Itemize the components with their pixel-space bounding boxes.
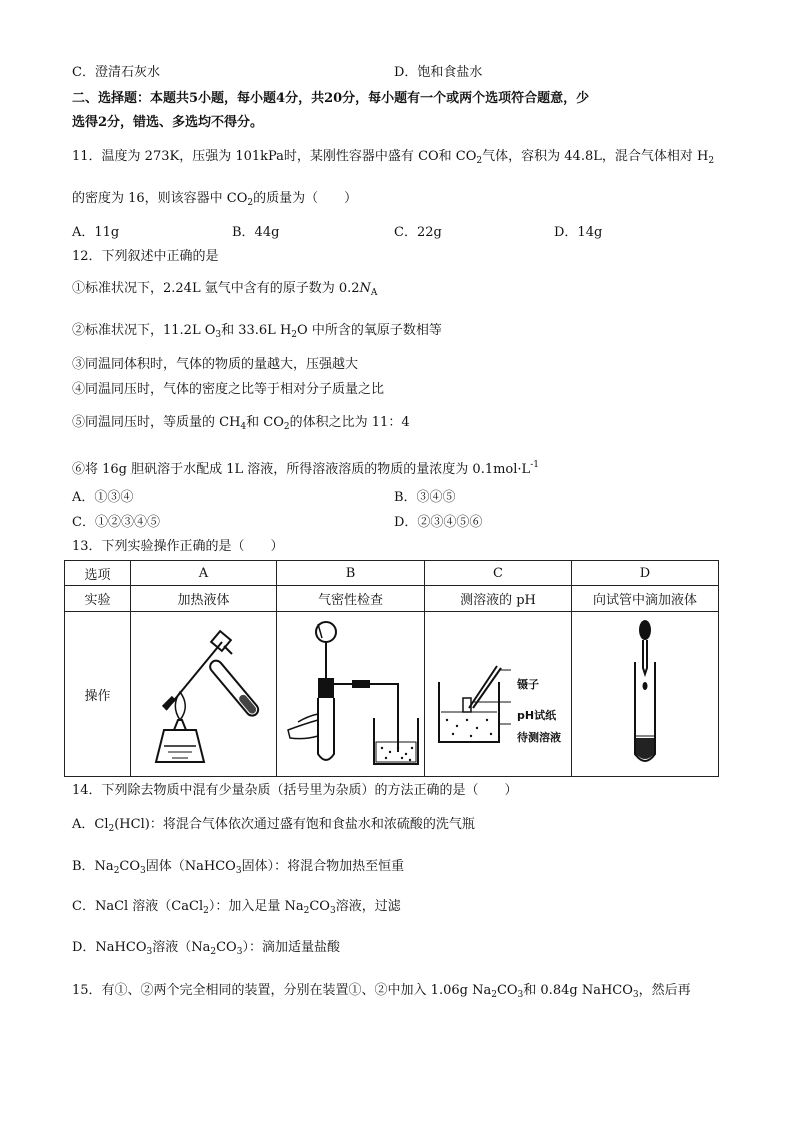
prev-option-d: D．饱和食盐水	[394, 65, 483, 80]
q13-stem: 13．下列实验操作正确的是（ ）	[72, 539, 284, 554]
q12-statement-6: ⑥将 16g 胆矾溶于水配成 1L 溶液，所得溶液溶质的物质的量浓度为 $0.1mol\cdot L^{-1}$	[72, 460, 539, 477]
prev-option-c: C．澄清石灰水	[72, 65, 160, 80]
tweezers-label: 镊子	[517, 678, 539, 691]
table-experiment-c: 测溶液的 pH	[425, 586, 572, 612]
table-experiment-label: 实验	[65, 586, 131, 612]
q12-statement-1: ①标准状况下，2.24L 氩气中含有的原子数为 $0.2N_A$	[72, 281, 378, 298]
table-option-c: C	[425, 561, 572, 586]
test-solution-label: 待测溶液	[517, 731, 561, 744]
section-heading-line2: 选得2分，错选、多选均不得分。	[72, 115, 264, 130]
table-operation-c	[425, 612, 572, 777]
table-option-b: B	[277, 561, 425, 586]
table-operation-d	[572, 612, 719, 777]
ph-paper-label: pH试纸	[517, 709, 557, 722]
q14-option-b: B．$Na_2CO_3$固体（NaHCO$_3$固体）：将混合物加热至恒重	[72, 859, 405, 876]
q11-option-b: B．44g	[232, 225, 280, 240]
q12-statement-3: ③同温同体积时，气体的物质的量越大，压强越大	[72, 357, 359, 372]
q12-statement-2: ②标准状况下，11.2L $O_3$和 33.6L $H_2O$ 中所含的氧原子数相等	[72, 323, 442, 340]
q11-option-c: C．22g	[394, 225, 442, 240]
table-operation-label: 操作	[65, 612, 131, 777]
q12-option-c: C．①②③④⑤	[72, 515, 160, 530]
q12-statement-4: ④同温同压时，气体的密度之比等于相对分子质量之比	[72, 382, 385, 397]
table-experiment-d: 向试管中滴加液体	[572, 586, 719, 612]
q11-stem-line2: 的密度为 16，则该容器中 $CO_2$的质量为（ ）	[72, 191, 358, 208]
q11-option-d: D．14g	[554, 225, 603, 240]
q14-option-d: D．NaHCO$_3$溶液$(Na_2CO_3)$：滴加适量盐酸	[72, 940, 340, 957]
section-heading-line1: 二、选择题：本题共5小题，每小题4分，共20分，每小题有一个或两个选项符合题意，少	[72, 91, 590, 106]
table-option-d: D	[572, 561, 719, 586]
heating-flask-illustration	[134, 612, 274, 772]
q15-stem: 15．有①、②两个完全相同的装置，分别在装置①、②中加入 1.06g $Na_2CO_3$和 0.84g NaHCO$_3$，然后再	[72, 983, 691, 1000]
q14-stem: 14．下列除去物质中混有少量杂质（括号里为杂质）的方法正确的是（ ）	[72, 783, 518, 798]
q11-option-a: A．11g	[72, 225, 120, 240]
airtightness-check-illustration	[278, 612, 424, 772]
table-header-label: 选项	[65, 561, 131, 586]
q14-option-c: C．NaCl 溶液（CaCl$_2$）：加入足量 $Na_2CO_3$溶液，过滤	[72, 899, 401, 916]
q11-stem-line1: 11．温度为 273K，压强为 101kPa时，某刚性容器中盛有 CO和 $CO_2$气体，容积为 44.8L，混合气体相对 $H_2$	[72, 149, 715, 166]
table-option-a: A	[131, 561, 277, 586]
q14-option-a: A．$Cl_2(HCl)$：将混合气体依次通过盛有饱和食盐水和浓硫酸的洗气瓶	[72, 817, 475, 834]
q13-table	[64, 560, 719, 777]
dropper-illustration	[572, 612, 718, 772]
ph-measure-illustration	[425, 612, 571, 772]
table-operation-a	[131, 612, 277, 777]
q12-stem: 12．下列叙述中正确的是	[72, 249, 219, 264]
q12-statement-5: ⑤同温同压时，等质量的 $CH_4$和 $CO_2$的体积之比为 11：4	[72, 415, 410, 432]
table-experiment-b: 气密性检查	[277, 586, 425, 612]
q12-option-d: D．②③④⑤⑥	[394, 515, 483, 530]
table-operation-b	[277, 612, 425, 777]
q12-option-a: A．①③④	[72, 490, 134, 505]
q12-option-b: B．③④⑤	[394, 490, 456, 505]
table-experiment-a: 加热液体	[131, 586, 277, 612]
